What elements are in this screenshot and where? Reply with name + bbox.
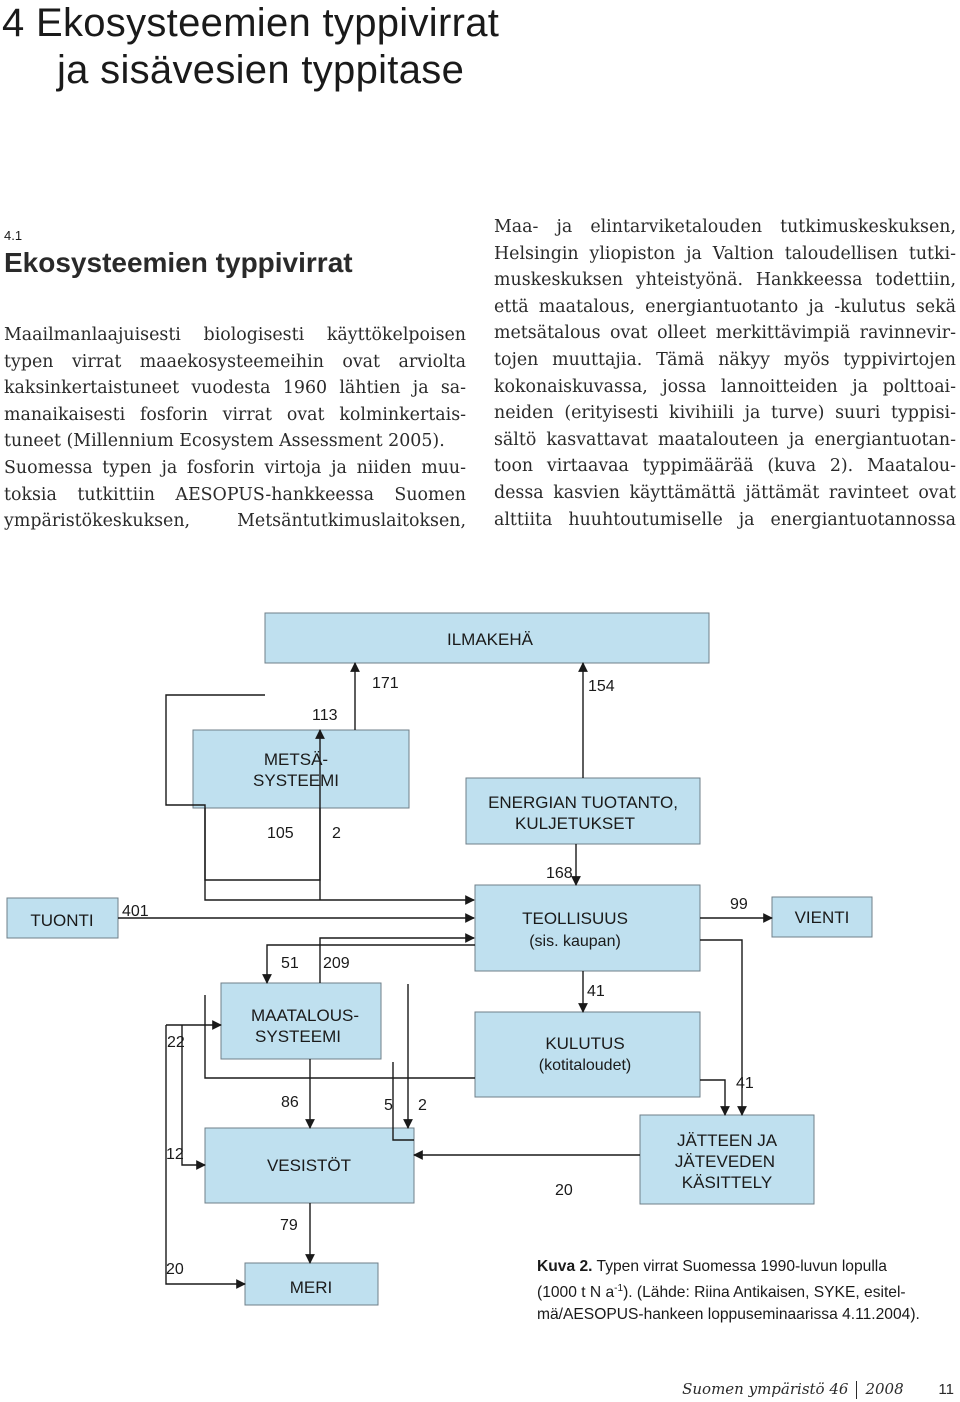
box-energian-tuotanto (466, 778, 700, 844)
flow-label: 99 (730, 896, 748, 913)
journal-issue: 46 (829, 1380, 849, 1398)
flow-label: 12 (166, 1146, 184, 1163)
box-label: KULUTUS (545, 1034, 625, 1053)
box-label: SYSTEEMI (253, 771, 339, 790)
box-label: ILMAKEHÄ (447, 630, 533, 649)
box-label: VESISTÖT (266, 1156, 352, 1175)
flow-label: 2 (332, 825, 341, 842)
box-teollisuus (475, 885, 700, 971)
flow-label: 86 (281, 1094, 299, 1111)
text-line: muskeskuksen yhteistyönä. Hankkeessa todettiin, (494, 270, 956, 291)
box-label: METSÄ- (263, 750, 329, 769)
text-line: alttiita huuhtoutumiselle ja energiantuotannossa (494, 509, 956, 530)
box-jatteen-kasittely (640, 1115, 814, 1204)
text-line: Suomessa typen ja fosforin virtoja ja niiden muu- (4, 457, 466, 478)
box-label: SYSTEEMI (255, 1027, 341, 1046)
caption-text: ). (Lähde: Riina Antikaisen, SYKE, esitel- (623, 1284, 906, 1302)
flow-label: 22 (167, 1034, 185, 1051)
flow-label: 20 (555, 1182, 573, 1199)
flow-label: 41 (587, 983, 605, 1000)
text-line: neiden (erityisesti kivihiili ja turve) suuri typpisi- (494, 403, 956, 424)
text-line: sältö kasvattavat maatalouteen ja energiantuotan- (494, 429, 956, 450)
journal-year: 2008 (865, 1380, 904, 1398)
nitrogen-flow-diagram (0, 600, 960, 1320)
flow-label: 41 (736, 1075, 754, 1092)
box-vesistot (205, 1128, 414, 1203)
flow-label: 209 (323, 955, 350, 972)
chapter-title-line-2: ja sisävesien typpitase (57, 48, 465, 92)
figure-caption (537, 1256, 960, 1326)
box-label: ENERGIAN TUOTANTO, (488, 793, 678, 812)
box-tuonti (7, 898, 118, 938)
text-line: että maatalous, energiantuotanto ja -kulutus sekä (494, 296, 956, 317)
caption-text: mä/AESOPUS-hankeen loppuseminaarissa 4.11.2004). (537, 1306, 920, 1324)
text-line: toksia tutkittiin AESOPUS-hankkeessa Suomen (4, 484, 466, 505)
text-line: ympäristökeskuksen, Metsäntutkimuslaitoksen, (4, 511, 466, 532)
flow-label: 5 (384, 1097, 393, 1114)
flow-label: 168 (546, 865, 573, 882)
text-line: Helsingin yliopiston ja Valtion taloudellisen tutki- (494, 243, 956, 264)
journal-name: Suomen ympäristö (682, 1380, 825, 1398)
footer-divider (856, 1381, 857, 1399)
box-metsasysteemi (193, 730, 409, 808)
text-line: kaksinkertaistuneet vuodesta 1960 lähtien ja sa- (4, 378, 466, 399)
flow-label: 401 (122, 903, 149, 920)
flow-label: 171 (372, 675, 399, 692)
flow-label: 154 (588, 678, 615, 695)
text-line: Maailmanlaajuisesti biologisesti käyttökelpoisen (4, 325, 466, 345)
text-line: tojen muuttajia. Tämä näkyy myös typpivirtojen (494, 349, 956, 370)
page-footer (682, 1380, 954, 1399)
chapter-title-line-1: 4 Ekosysteemien typpivirrat (2, 1, 500, 45)
box-vienti (772, 897, 872, 937)
box-label: JÄTEVEDEN (674, 1152, 776, 1171)
flow-label: 113 (312, 707, 338, 724)
caption-text: Typen virrat Suomessa 1990-luvun lopulla (592, 1258, 887, 1275)
text-line: Maa- ja elintarviketalouden tutkimuskeskuksen, (494, 217, 956, 237)
box-label: TEOLLISUUS (522, 909, 628, 928)
section-heading: Ekosysteemien typpivirrat (4, 247, 353, 278)
box-label: KÄSITTELY (681, 1173, 773, 1192)
caption-text: (1000 t N a (537, 1284, 615, 1302)
box-label: VIENTI (794, 908, 850, 927)
box-meri (245, 1263, 378, 1305)
text-line: metsätalous ovat olleet merkittävimpiä ravinnevir- (494, 323, 956, 344)
page-number: 11 (938, 1381, 954, 1398)
text-line: manaikaisesti fosforin virrat ovat kolminkertais- (4, 404, 466, 425)
flow-arrow (700, 1080, 725, 1115)
box-kulutus (475, 1012, 700, 1097)
flow-label: 2 (418, 1097, 427, 1114)
caption-superscript: -1 (614, 1283, 624, 1294)
box-label: (kotitaloudet) (538, 1057, 632, 1074)
text-line: dessa kasvien käyttämättä jättämät ravinteet ovat (494, 482, 956, 503)
box-label: MAATALOUS- (251, 1006, 359, 1025)
box-label: TUONTI (30, 911, 94, 930)
text-line: typen virrat maaekosysteemeihin ovat arviolta (4, 351, 466, 372)
caption-label: Kuva 2. (537, 1258, 593, 1275)
flow-label: 51 (281, 955, 299, 972)
box-maatalous (221, 983, 381, 1059)
text-line: kokonaiskuvassa, jossa lannoitteiden ja polttoai- (494, 376, 956, 397)
box-ilmakeha (265, 613, 709, 663)
text-line: toon virtaavaa typpimäärää (kuva 2). Maatalou- (494, 456, 956, 477)
box-label: KULJETUKSET (515, 814, 635, 833)
flow-arrow (182, 1025, 205, 1165)
body-text-right-column (494, 214, 956, 533)
body-text-left-column (4, 322, 466, 535)
box-label: JÄTTEEN JA (676, 1131, 778, 1150)
flow-label: 20 (166, 1261, 184, 1278)
box-label: MERI (289, 1278, 333, 1297)
box-label: (sis. kaupan) (529, 933, 621, 950)
flow-label: 79 (280, 1217, 298, 1234)
section-number: 4.1 (4, 228, 23, 243)
chapter-title (2, 0, 499, 94)
flow-arrow (205, 808, 474, 900)
flow-label: 105 (267, 825, 294, 842)
text-line: tuneet (Millennium Ecosystem Assessment 2005). (4, 431, 445, 452)
